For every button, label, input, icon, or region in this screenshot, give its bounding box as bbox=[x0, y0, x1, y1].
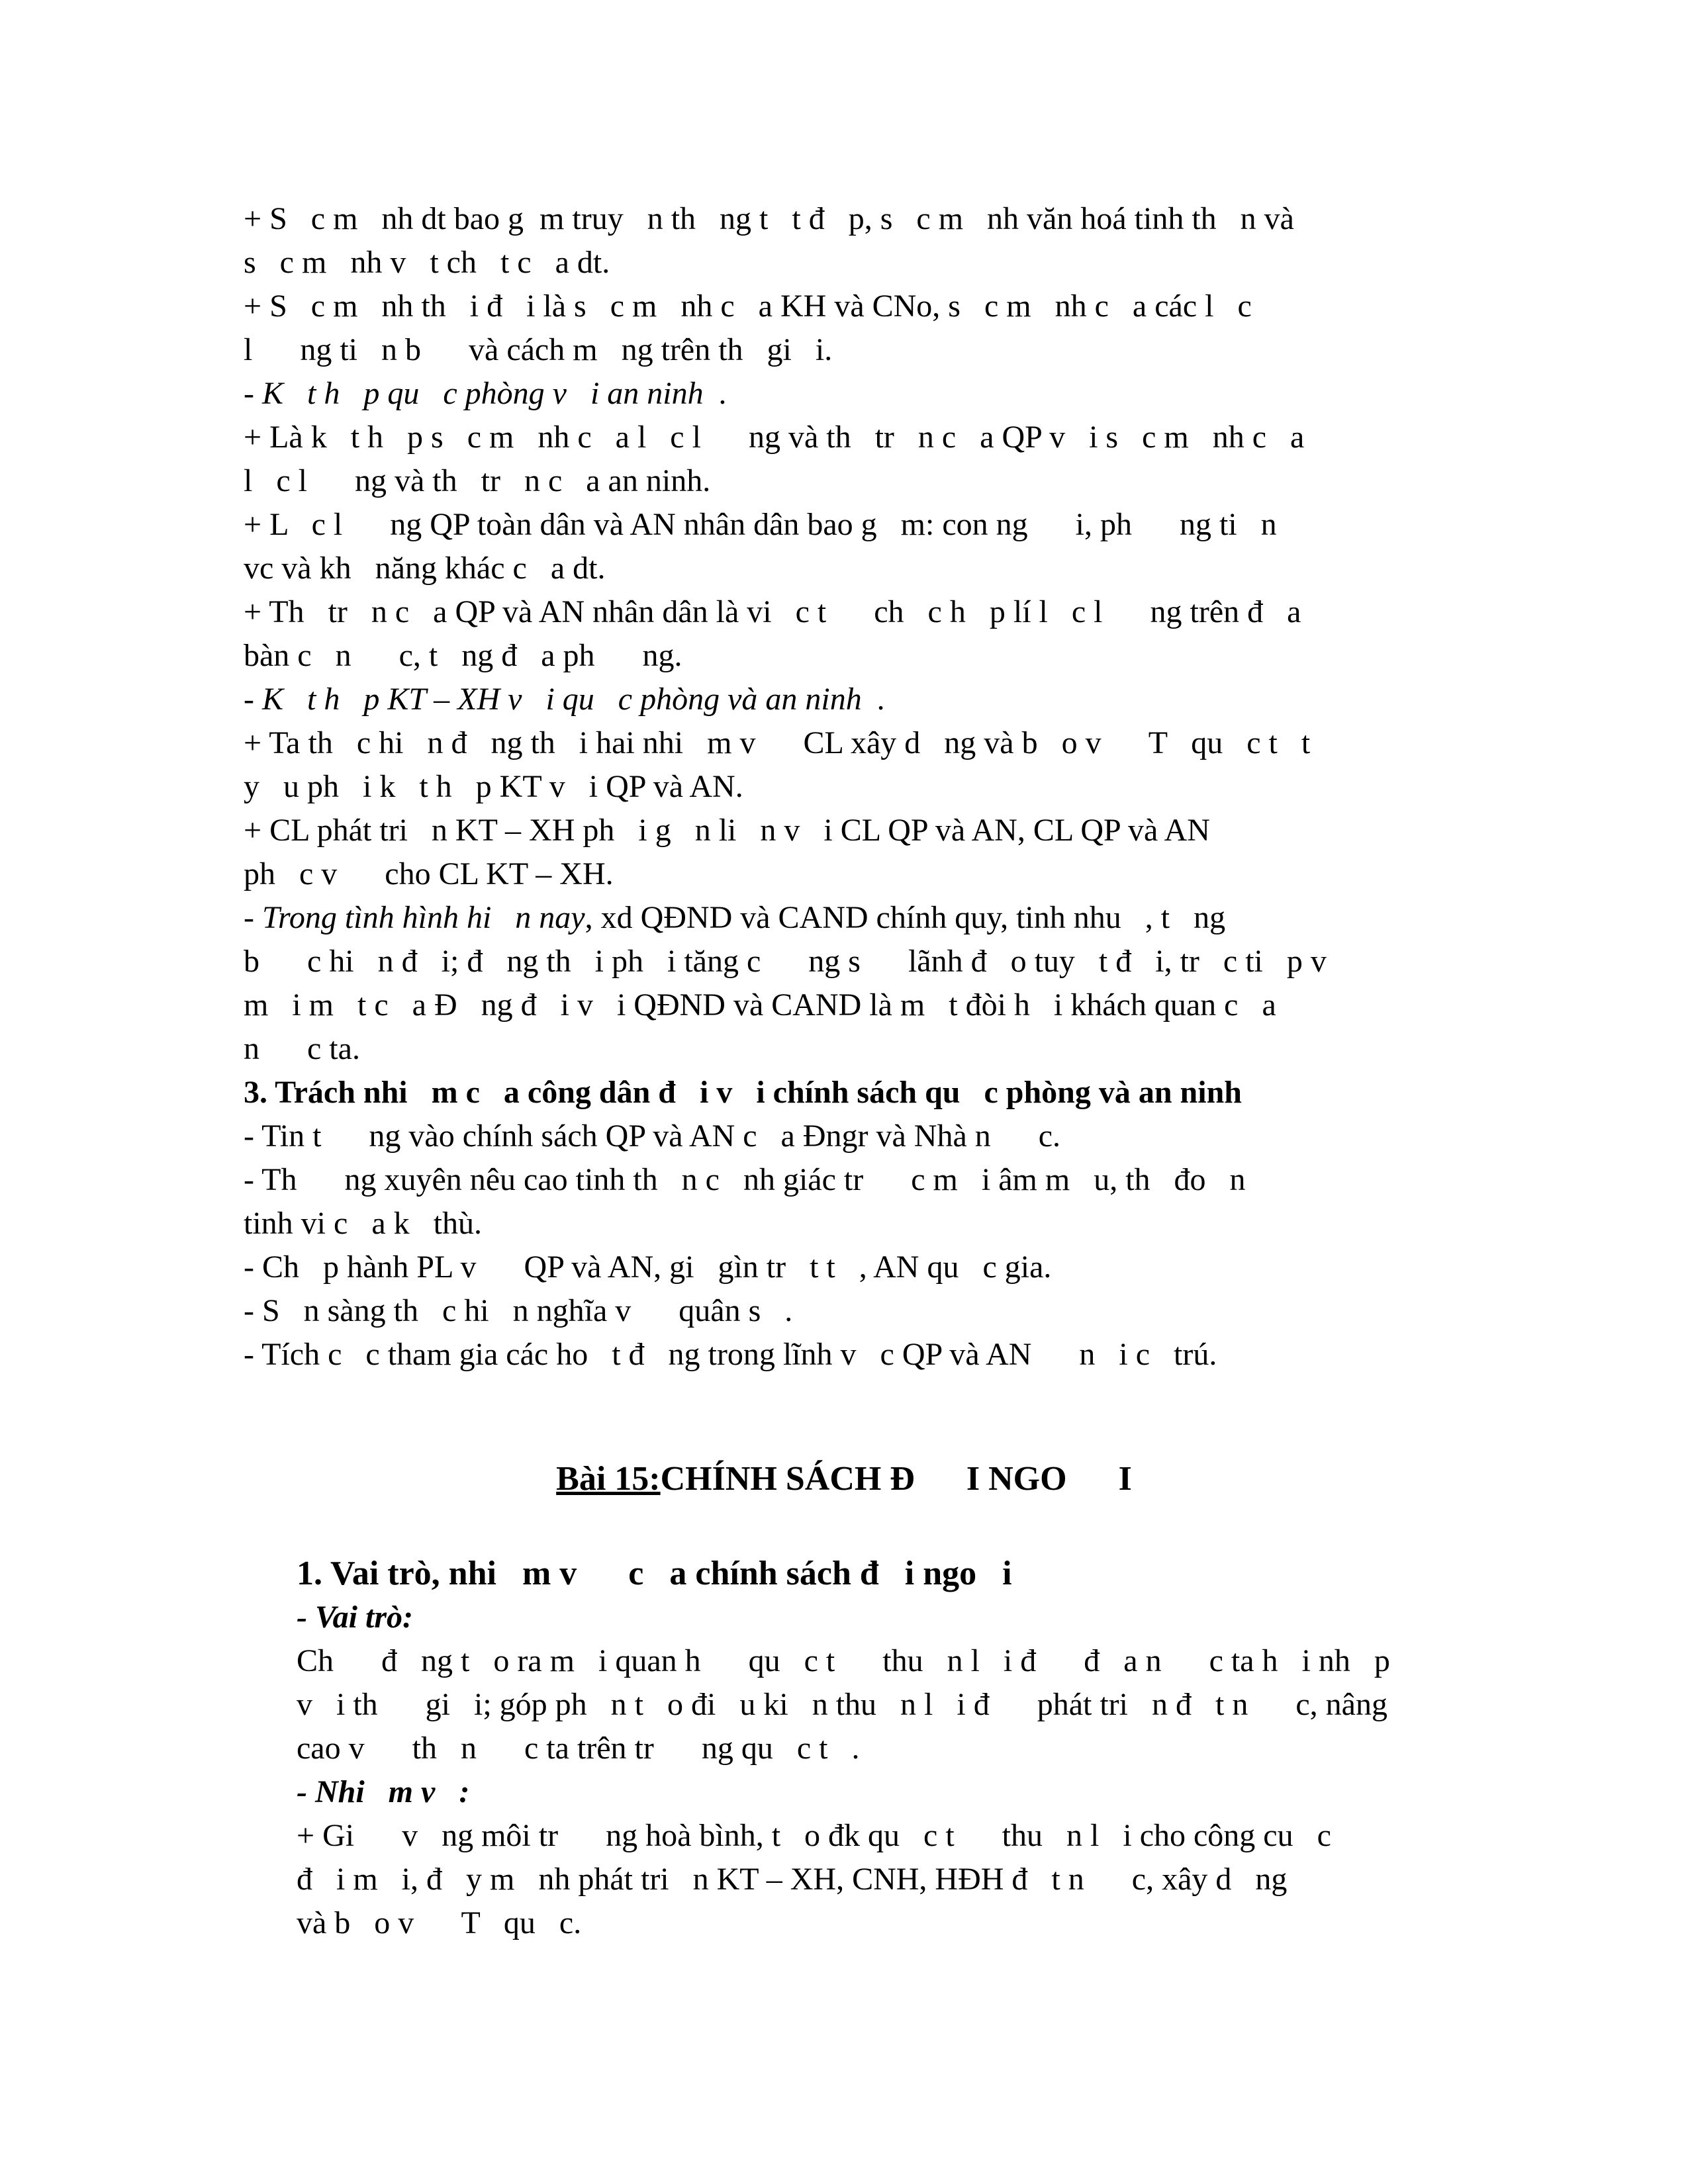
dash: - bbox=[244, 900, 262, 935]
text-line: + Ta th c hi n đ ng th i hai nhi m v CL xây d ng và b o v T qu c t t bbox=[244, 725, 1311, 760]
subheading-bold-italic: - Vai trò: bbox=[297, 1600, 414, 1635]
text-line: + S c m nh dt bao g m truy n th ng t t đ p, s c m nh văn hoá tinh th n và bbox=[244, 201, 1294, 236]
text-line: ph c v cho CL KT – XH. bbox=[244, 856, 614, 891]
text-line: Ch đ ng t o ra m i quan h qu c t thu n l i đ đ a n c ta h i nh p bbox=[297, 1643, 1390, 1678]
text-line: + Gi v ng môi tr ng hoà bình, t o đk qu c t thu n l i cho công cu c bbox=[297, 1818, 1331, 1853]
text-line: vc và kh năng khác c a dt. bbox=[244, 551, 606, 586]
text-line: - Tích c c tham gia các ho t đ ng trong lĩnh v c QP và AN n i c trú. bbox=[244, 1337, 1217, 1372]
text-line: + S c m nh th i đ i là s c m nh c a KH và CNo, s c m nh c a các l c bbox=[244, 289, 1252, 324]
text-line: - Th ng xuyên nêu cao tinh th n c nh giác tr c m i âm m u, th đo n bbox=[244, 1162, 1246, 1197]
text-line: v i th gi i; góp ph n t o đi u ki n thu n l i đ phát tri n đ t n c, nâng bbox=[297, 1687, 1387, 1722]
lesson-name: CHÍNH SÁCH Đ I NGO I bbox=[660, 1460, 1132, 1498]
italic-phrase: Trong tình hình hi n nay bbox=[261, 900, 585, 935]
text-line: y u ph i k t h p KT v i QP và AN. bbox=[244, 769, 743, 804]
text-line: tinh vi c a k thù. bbox=[244, 1206, 482, 1241]
text-line: n c ta. bbox=[244, 1031, 360, 1066]
mixed-line bbox=[244, 896, 1501, 940]
text-line: + Là k t h p s c m nh c a l c l ng và th tr n c a QP v i s c m nh c a bbox=[244, 420, 1305, 455]
subheading-italic: - K t h p KT – XH v i qu c phòng và an ninh . bbox=[244, 682, 886, 717]
text-line: - Ch p hành PL v QP và AN, gi gìn tr t t , AN qu c gia. bbox=[244, 1250, 1052, 1285]
plain-phrase: , xd QĐND và CAND chính quy, tinh nhu , t ng bbox=[585, 900, 1226, 935]
part2-body bbox=[297, 1552, 1521, 1945]
text-line: bàn c n c, t ng đ a ph ng. bbox=[244, 638, 682, 673]
section-heading: 3. Trách nhi m c a công dân đ i v i chính sách qu c phòng và an ninh bbox=[244, 1075, 1242, 1110]
part1-body bbox=[244, 197, 1501, 1377]
lesson-title bbox=[0, 1456, 1688, 1502]
text-line: + Th tr n c a QP và AN nhân dân là vi c t ch c h p lí l c l ng trên đ a bbox=[244, 594, 1301, 629]
text-line: s c m nh v t ch t c a dt. bbox=[244, 245, 610, 280]
text-line: và b o v T qu c. bbox=[297, 1905, 582, 1940]
text-line: - Tin t ng vào chính sách QP và AN c a Đngr và Nhà n c. bbox=[244, 1118, 1061, 1154]
text-line: l c l ng và th tr n c a an ninh. bbox=[244, 463, 711, 498]
text-line: cao v th n c ta trên tr ng qu c t . bbox=[297, 1731, 860, 1766]
lesson-label: Bài 15: bbox=[556, 1460, 661, 1498]
subheading-italic: - K t h p qu c phòng v i an ninh . bbox=[244, 376, 727, 411]
text-line: l ng ti n b và cách m ng trên th gi i. bbox=[244, 332, 833, 367]
text-line: + L c l ng QP toàn dân và AN nhân dân bao g m: con ng i, ph ng ti n bbox=[244, 507, 1277, 542]
text-line: m i m t c a Đ ng đ i v i QĐND và CAND là m t đòi h i khách quan c a bbox=[244, 987, 1276, 1023]
text-line: - S n sàng th c hi n nghĩa v quân s . bbox=[244, 1293, 793, 1328]
text-line: đ i m i, đ y m nh phát tri n KT – XH, CNH, HĐH đ t n c, xây d ng bbox=[297, 1862, 1288, 1897]
text-line: + CL phát tri n KT – XH ph i g n li n v i CL QP và AN, CL QP và AN bbox=[244, 813, 1210, 848]
text-line: b c hi n đ i; đ ng th i ph i tăng c ng s lãnh đ o tuy t đ i, tr c ti p v bbox=[244, 944, 1327, 979]
section-heading: 1. Vai trò, nhi m v c a chính sách đ i ngo i bbox=[297, 1555, 1012, 1592]
subheading-bold-italic: - Nhi m v : bbox=[297, 1774, 470, 1809]
